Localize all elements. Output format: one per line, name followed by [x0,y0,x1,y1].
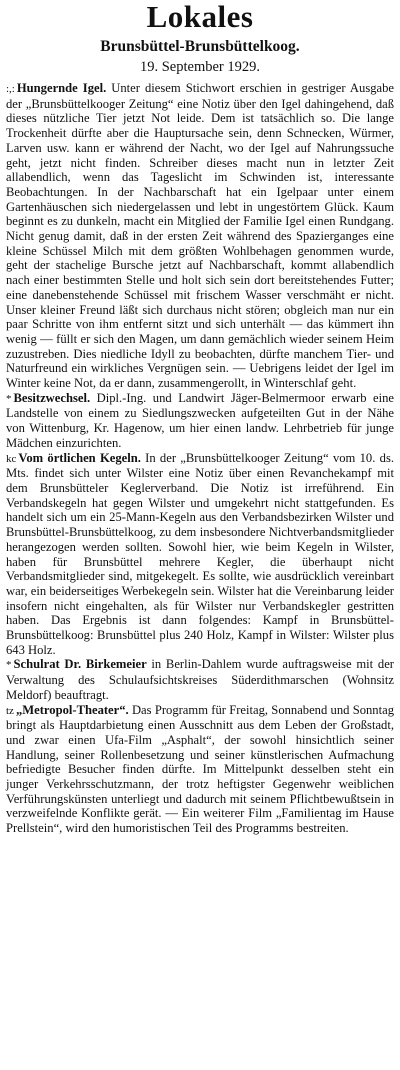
article-body: Dipl.-Ing. und Landwirt Jäger-Belmermoor erwarb eine Landstelle von einem zu Siedlungszwecken aufgeteilten Gut in der Nähe von Wittenburg, Kr. Hagenow, um hier einen landw. Lehrbetrieb für junge Mädchen einzurichten. [6,390,394,450]
location-subtitle: Brunsbüttel-Brunsbüttelkoog. [100,38,300,55]
article-headline: Schulrat Dr. Birkemeier [13,657,147,672]
article-schulrat [6,657,394,702]
article-tag: * [6,392,12,405]
article-body: in Berlin-Dahlem wurde auftragsweise mit der Verwaltung des Schulaufsichtskreises Süderdithmarschen (Wohnsitz Meldorf) beauftragt. [6,657,394,702]
issue-date: 19. September 1929. [139,59,260,75]
article-tag: :,: [6,83,15,95]
article-kegeln [6,451,394,658]
article-hungernde-igel [6,81,394,391]
article-headline: Hungernde Igel. [16,81,107,95]
article-metropol-theater [6,703,394,836]
article-headline: Vom örtlichen Kegeln. [18,450,141,465]
article-besitzwechsel [6,391,394,451]
article-headline: „Metropol-Theater“. [15,702,129,717]
article-body: In der „Brunsbüttelkooger Zeitung“ vom 10. ds. Mts. findet sich unter Wilster eine Notiz über einen Revanchekampf mit dem Brunsbütteler Keglerverband. Die Notiz ist irreführend. Ein Verbandskegeln hat gegen Wilster und umgekehrt nicht stattgefunden. Es handelt sich um ein 25-Mann-Kegeln aus den Verbandsbezirken Wilster und Brunsbüttel-Brunsbüttelkoog, zu dem insbesondere Nichtverbandsmitglieder herangezogen werden sollten. Sowohl hier, wie beim Kegeln in Wilster, haben für Brunsbüttel mehrere Kegler, die überhaupt nicht Verbandsmitglieder sind, mitgekegelt. Es sollte, wie ausdrücklich vereinbart war, ein beiderseitiges Werbekegeln sein. Wilster hat die Vereinbarung leider insofern nicht eingehalten, als für Wilster nur Verbandskegler gestritten haben. Das Ergebnis ist dann folgendes: Kampf in Brunsbüttel-Brunsbüttelkoog: Brunsbüttel plus 240 Holz, Kampf in Wilster: Wilster plus 643 Holz. [6,450,394,657]
article-body: Das Programm für Freitag, Sonnabend und Sonntag bringt als Hauptdarbietung einen Ausschnitt aus dem Leben der Großstadt, und zwar einen Ufa-Film „Asphalt“, der sowohl hinsichtlich seiner Handlung, seiner Rollenbesetzung und seiner künstlerischen Aufmachung befriedigte Besucher finden dürfte. Im Mittelpunkt desselben steht ein junger Verkehrsschutzmann, der trotz heftigster Gegenwehr weiblichen Verführungskünsten unterliegt und dadurch mit seinem Pflichtbewußtsein in verzweifelnde Konflikte gerät. — Ein weiterer Film „Familientag im Hause Prellstein“, wird den humoristischen Teil des Programms bestreiten. [6,702,394,836]
article-tag: tz [6,704,14,717]
article-headline: Besitzwechsel. [13,390,91,405]
section-title: Lokales [146,0,254,34]
article-body: Unter diesem Stichwort erschien in gestriger Ausgabe der „Brunsbüttelkooger Zeitung“ eine Notiz über den Igel dahingehend, daß dieses nützliche Tier jetzt Not leide. Dem ist tatsächlich so. Die lange Trockenheit dürfte aber die Hauptursache sein, denn Schnecken, Würmer, Larven usw. kann er während der Nacht, wo der Igel auf Nahrungssuche geht, jetzt nicht finden. Schreiber dieses macht nun in letzter Zeit allabendlich, wenn das Tageslicht im Schwinden ist, interessante Beobachtungen. In der Nachbarschaft hat ein Igelpaar unter einem Gartenhäuschen sich niedergelassen und lebt in ungestörtem Glück. Kaum beginnt es zu dunkeln, macht ein Mitglied der Familie Igel einen Rundgang. Nicht genug damit, daß in der ersten Zeit während des Spazierganges eine kleine Schüssel Milch mit dem größten Wohlbehagen genommen wurde, geht der stachelige Bursche jetzt auf Nachbarschaft, kommt allabendlich nach einer bestimmten Stelle und holt sich sein dort bereitstehendes Futter; eine danebenstehende Schüssel mit frischem Wasser verschmäht er nicht. Unser kleiner Freund läßt sich durchaus nicht stören; obgleich man nur ein paar Schritte von ihm entfernt sitzt und sich unterhält — das kümmert ihn wenig — füllt er sich den Magen, um dann gemächlich wieder seinem Heim zuzustreben. Dies niedliche Idyll zu beobachten, dürfte manchem Tier- und Naturfreund ein wirkliches Vergnügen sein. — Uebrigens leidet der Igel im Winter keine Not, da er dann, zusammengerollt, in Winterschlaf geht. [6,81,394,391]
article-tag: kc [6,452,17,465]
article-tag: * [6,659,12,672]
